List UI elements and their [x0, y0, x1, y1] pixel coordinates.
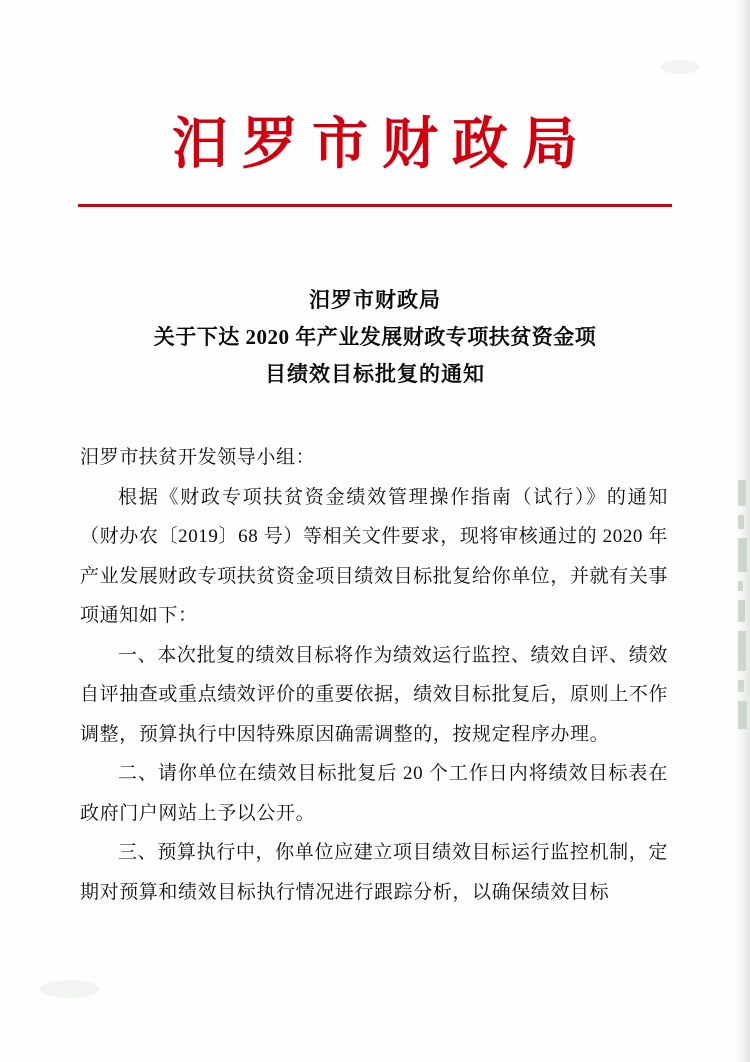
salutation: 汨罗市扶贫开发领导小组：: [80, 447, 316, 468]
masthead-organization: 汨罗市财政局: [172, 111, 592, 177]
body-paragraph-4: 三、预算执行中，你单位应建立项目绩效目标运行监控机制，定期对预算和绩效目标执行情况进行跟踪分析，以确保绩效目标: [80, 842, 668, 903]
paper-blotch: [660, 60, 700, 74]
masthead-red-rule: [78, 204, 672, 207]
body-paragraph-1: 根据《财政专项扶贫资金绩效管理操作指南（试行）》的通知（财办农〔2019〕68 号）等相关文件要求，现将审核通过的 2020 年产业发展财政专项扶贫资金项目绩效目标批复给你单位，并就有关事项通知如下：: [80, 486, 669, 627]
body-paragraph-3: 二、请你单位在绩效目标批复后 20 个工作日内将绩效目标表在政府门户网站上予以公开。: [80, 763, 668, 824]
document-title-line-2: 目绩效目标批复的通知: [265, 361, 485, 386]
body-paragraph-2: 一、本次批复的绩效目标将作为绩效运行监控、绩效自评、绩效自评抽查或重点绩效评价的重要依据，绩效目标批复后，原则上不作调整，预算执行中因特殊原因确需调整的，按规定程序办理。: [80, 644, 669, 745]
paper-blotch: [40, 980, 100, 998]
document-heading: [95, 282, 655, 392]
masthead: [0, 112, 750, 176]
document-body: [80, 438, 668, 912]
scan-edge-marks: [738, 480, 748, 780]
document-issuer: 汨罗市财政局: [309, 288, 441, 312]
document-title-line-1: 关于下达 2020 年产业发展财政专项扶贫资金项: [153, 324, 597, 349]
